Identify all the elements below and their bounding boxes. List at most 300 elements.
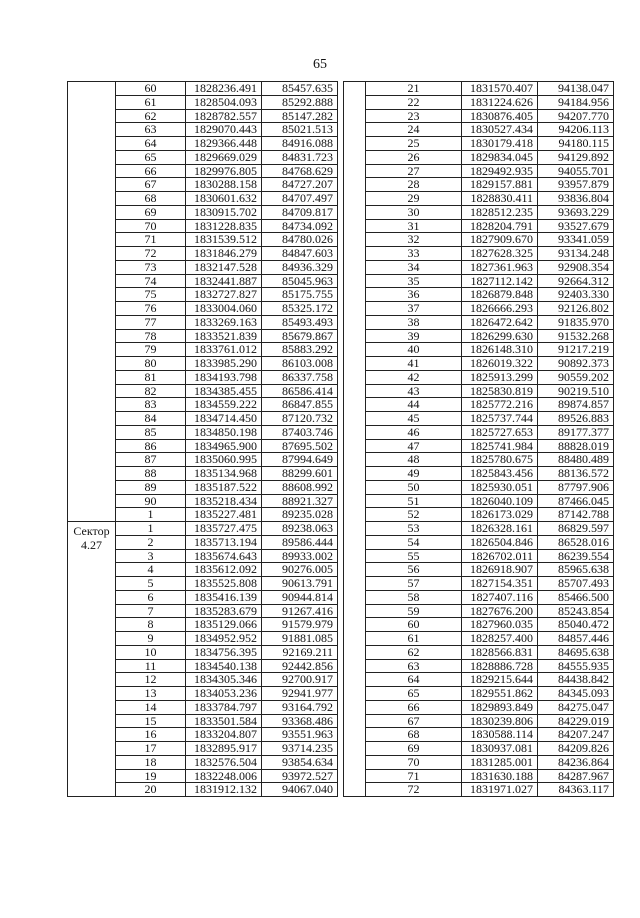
y-coordinate: 93854.634 bbox=[262, 755, 338, 769]
table-row bbox=[344, 439, 614, 453]
y-coordinate: 92941.977 bbox=[262, 687, 338, 701]
table-row bbox=[68, 82, 338, 96]
point-number: 11 bbox=[116, 659, 186, 673]
y-coordinate: 88299.601 bbox=[262, 467, 338, 481]
x-coordinate: 1829551.862 bbox=[462, 687, 538, 701]
point-number: 56 bbox=[366, 563, 462, 577]
point-number: 35 bbox=[366, 274, 462, 288]
y-coordinate: 86528.016 bbox=[538, 535, 614, 549]
point-number: 65 bbox=[366, 687, 462, 701]
x-coordinate: 1825737.744 bbox=[462, 412, 538, 426]
x-coordinate: 1831285.001 bbox=[462, 755, 538, 769]
x-coordinate: 1834559.222 bbox=[186, 398, 262, 412]
point-number: 52 bbox=[366, 508, 462, 522]
x-coordinate: 1834305.346 bbox=[186, 673, 262, 687]
table-row bbox=[344, 467, 614, 481]
y-coordinate: 94206.113 bbox=[538, 123, 614, 137]
point-number: 7 bbox=[116, 604, 186, 618]
table-row bbox=[344, 673, 614, 687]
point-number: 6 bbox=[116, 590, 186, 604]
point-number: 76 bbox=[116, 302, 186, 316]
x-coordinate: 1826019.322 bbox=[462, 357, 538, 371]
point-number: 5 bbox=[116, 577, 186, 591]
x-coordinate: 1831539.512 bbox=[186, 233, 262, 247]
point-number: 24 bbox=[366, 123, 462, 137]
y-coordinate: 94129.892 bbox=[538, 150, 614, 164]
table-row bbox=[344, 192, 614, 206]
x-coordinate: 1834850.198 bbox=[186, 425, 262, 439]
x-coordinate: 1834952.952 bbox=[186, 632, 262, 646]
y-coordinate: 84916.088 bbox=[262, 137, 338, 151]
y-coordinate: 92700.917 bbox=[262, 673, 338, 687]
x-coordinate: 1830915.702 bbox=[186, 205, 262, 219]
table-row bbox=[344, 687, 614, 701]
x-coordinate: 1828512.235 bbox=[462, 205, 538, 219]
y-coordinate: 84709.817 bbox=[262, 205, 338, 219]
point-number: 68 bbox=[366, 728, 462, 742]
y-coordinate: 89238.063 bbox=[262, 522, 338, 536]
y-coordinate: 84275.047 bbox=[538, 700, 614, 714]
x-coordinate: 1825741.984 bbox=[462, 439, 538, 453]
point-number: 73 bbox=[116, 260, 186, 274]
point-number: 84 bbox=[116, 412, 186, 426]
y-coordinate: 85021.513 bbox=[262, 123, 338, 137]
point-number: 69 bbox=[116, 205, 186, 219]
x-coordinate: 1829366.448 bbox=[186, 137, 262, 151]
x-coordinate: 1828257.400 bbox=[462, 632, 538, 646]
x-coordinate: 1826173.029 bbox=[462, 508, 538, 522]
x-coordinate: 1830601.632 bbox=[186, 192, 262, 206]
x-coordinate: 1834540.138 bbox=[186, 659, 262, 673]
y-coordinate: 84831.723 bbox=[262, 150, 338, 164]
x-coordinate: 1825830.819 bbox=[462, 384, 538, 398]
x-coordinate: 1825843.456 bbox=[462, 467, 538, 481]
point-number: 57 bbox=[366, 577, 462, 591]
y-coordinate: 85457.635 bbox=[262, 82, 338, 96]
y-coordinate: 88828.019 bbox=[538, 439, 614, 453]
point-number: 19 bbox=[116, 769, 186, 783]
point-number: 62 bbox=[116, 109, 186, 123]
point-number: 80 bbox=[116, 357, 186, 371]
table-row bbox=[344, 425, 614, 439]
y-coordinate: 91835.970 bbox=[538, 315, 614, 329]
point-number: 49 bbox=[366, 467, 462, 481]
point-number: 63 bbox=[366, 659, 462, 673]
point-number: 63 bbox=[116, 123, 186, 137]
point-number: 41 bbox=[366, 357, 462, 371]
x-coordinate: 1828504.093 bbox=[186, 95, 262, 109]
x-coordinate: 1834965.900 bbox=[186, 439, 262, 453]
table-row bbox=[344, 288, 614, 302]
table-row bbox=[344, 412, 614, 426]
point-number: 74 bbox=[116, 274, 186, 288]
point-number: 2 bbox=[116, 535, 186, 549]
table-row bbox=[344, 315, 614, 329]
y-coordinate: 91881.085 bbox=[262, 632, 338, 646]
y-coordinate: 87120.732 bbox=[262, 412, 338, 426]
table-row bbox=[344, 659, 614, 673]
table-row bbox=[344, 783, 614, 797]
point-number: 31 bbox=[366, 219, 462, 233]
table-row bbox=[344, 755, 614, 769]
y-coordinate: 93957.879 bbox=[538, 178, 614, 192]
y-coordinate: 84768.629 bbox=[262, 164, 338, 178]
table-row bbox=[344, 769, 614, 783]
point-number: 70 bbox=[366, 755, 462, 769]
y-coordinate: 93693.229 bbox=[538, 205, 614, 219]
point-number: 37 bbox=[366, 302, 462, 316]
point-number: 77 bbox=[116, 315, 186, 329]
y-coordinate: 84363.117 bbox=[538, 783, 614, 797]
point-number: 64 bbox=[366, 673, 462, 687]
y-coordinate: 94067.040 bbox=[262, 783, 338, 797]
point-number: 39 bbox=[366, 329, 462, 343]
table-row bbox=[344, 632, 614, 646]
y-coordinate: 84936.329 bbox=[262, 260, 338, 274]
x-coordinate: 1832248.006 bbox=[186, 769, 262, 783]
x-coordinate: 1825913.299 bbox=[462, 370, 538, 384]
y-coordinate: 92908.354 bbox=[538, 260, 614, 274]
table-row bbox=[344, 384, 614, 398]
table-row bbox=[344, 398, 614, 412]
table-row bbox=[344, 329, 614, 343]
x-coordinate: 1834385.455 bbox=[186, 384, 262, 398]
point-number: 3 bbox=[116, 549, 186, 563]
x-coordinate: 1830937.081 bbox=[462, 742, 538, 756]
y-coordinate: 87403.746 bbox=[262, 425, 338, 439]
x-coordinate: 1827676.200 bbox=[462, 604, 538, 618]
y-coordinate: 84438.842 bbox=[538, 673, 614, 687]
x-coordinate: 1827960.035 bbox=[462, 618, 538, 632]
y-coordinate: 84780.026 bbox=[262, 233, 338, 247]
table-row bbox=[344, 150, 614, 164]
point-number: 46 bbox=[366, 425, 462, 439]
y-coordinate: 91217.219 bbox=[538, 343, 614, 357]
sector-label: Сектор 4.27 bbox=[68, 522, 116, 797]
table-row bbox=[68, 522, 338, 536]
point-number: 13 bbox=[116, 687, 186, 701]
point-number: 8 bbox=[116, 618, 186, 632]
table-row bbox=[344, 577, 614, 591]
y-coordinate: 93551.963 bbox=[262, 728, 338, 742]
y-coordinate: 85679.867 bbox=[262, 329, 338, 343]
point-number: 64 bbox=[116, 137, 186, 151]
point-number: 60 bbox=[116, 82, 186, 96]
table-row bbox=[344, 522, 614, 536]
x-coordinate: 1833501.584 bbox=[186, 714, 262, 728]
x-coordinate: 1835674.643 bbox=[186, 549, 262, 563]
table-row bbox=[344, 233, 614, 247]
y-coordinate: 85493.493 bbox=[262, 315, 338, 329]
x-coordinate: 1825772.216 bbox=[462, 398, 538, 412]
x-coordinate: 1832576.504 bbox=[186, 755, 262, 769]
point-number: 15 bbox=[116, 714, 186, 728]
x-coordinate: 1829215.644 bbox=[462, 673, 538, 687]
y-coordinate: 91267.416 bbox=[262, 604, 338, 618]
table-row bbox=[344, 563, 614, 577]
x-coordinate: 1829893.849 bbox=[462, 700, 538, 714]
point-number: 10 bbox=[116, 645, 186, 659]
x-coordinate: 1826879.848 bbox=[462, 288, 538, 302]
x-coordinate: 1829492.935 bbox=[462, 164, 538, 178]
sector-label bbox=[68, 82, 116, 522]
x-coordinate: 1835283.679 bbox=[186, 604, 262, 618]
x-coordinate: 1830527.434 bbox=[462, 123, 538, 137]
x-coordinate: 1829669.029 bbox=[186, 150, 262, 164]
x-coordinate: 1833761.012 bbox=[186, 343, 262, 357]
x-coordinate: 1827628.325 bbox=[462, 247, 538, 261]
x-coordinate: 1835227.481 bbox=[186, 508, 262, 522]
x-coordinate: 1831846.279 bbox=[186, 247, 262, 261]
x-coordinate: 1835525.808 bbox=[186, 577, 262, 591]
point-number: 26 bbox=[366, 150, 462, 164]
point-number: 45 bbox=[366, 412, 462, 426]
point-number: 14 bbox=[116, 700, 186, 714]
point-number: 90 bbox=[116, 494, 186, 508]
point-number: 22 bbox=[366, 95, 462, 109]
point-number: 20 bbox=[116, 783, 186, 797]
y-coordinate: 87695.502 bbox=[262, 439, 338, 453]
x-coordinate: 1830876.405 bbox=[462, 109, 538, 123]
point-number: 62 bbox=[366, 645, 462, 659]
point-number: 33 bbox=[366, 247, 462, 261]
x-coordinate: 1826148.310 bbox=[462, 343, 538, 357]
y-coordinate: 84207.247 bbox=[538, 728, 614, 742]
table-row bbox=[344, 357, 614, 371]
x-coordinate: 1828566.831 bbox=[462, 645, 538, 659]
y-coordinate: 90892.373 bbox=[538, 357, 614, 371]
table-row bbox=[344, 123, 614, 137]
y-coordinate: 86586.414 bbox=[262, 384, 338, 398]
x-coordinate: 1835060.995 bbox=[186, 453, 262, 467]
x-coordinate: 1831971.027 bbox=[462, 783, 538, 797]
x-coordinate: 1833521.839 bbox=[186, 329, 262, 343]
x-coordinate: 1835612.092 bbox=[186, 563, 262, 577]
x-coordinate: 1833269.163 bbox=[186, 315, 262, 329]
table-row bbox=[344, 714, 614, 728]
x-coordinate: 1827361.963 bbox=[462, 260, 538, 274]
x-coordinate: 1831912.132 bbox=[186, 783, 262, 797]
y-coordinate: 91579.979 bbox=[262, 618, 338, 632]
point-number: 68 bbox=[116, 192, 186, 206]
x-coordinate: 1826472.642 bbox=[462, 315, 538, 329]
point-number: 47 bbox=[366, 439, 462, 453]
x-coordinate: 1828886.728 bbox=[462, 659, 538, 673]
point-number: 70 bbox=[116, 219, 186, 233]
y-coordinate: 85292.888 bbox=[262, 95, 338, 109]
y-coordinate: 90613.791 bbox=[262, 577, 338, 591]
x-coordinate: 1835134.968 bbox=[186, 467, 262, 481]
y-coordinate: 91532.268 bbox=[538, 329, 614, 343]
point-number: 29 bbox=[366, 192, 462, 206]
point-number: 67 bbox=[366, 714, 462, 728]
y-coordinate: 92442.856 bbox=[262, 659, 338, 673]
point-number: 72 bbox=[116, 247, 186, 261]
point-number: 12 bbox=[116, 673, 186, 687]
point-number: 36 bbox=[366, 288, 462, 302]
point-number: 72 bbox=[366, 783, 462, 797]
x-coordinate: 1832727.827 bbox=[186, 288, 262, 302]
y-coordinate: 88921.327 bbox=[262, 494, 338, 508]
point-number: 48 bbox=[366, 453, 462, 467]
x-coordinate: 1831570.407 bbox=[462, 82, 538, 96]
x-coordinate: 1825780.675 bbox=[462, 453, 538, 467]
x-coordinate: 1834714.450 bbox=[186, 412, 262, 426]
table-row bbox=[344, 590, 614, 604]
point-number: 4 bbox=[116, 563, 186, 577]
y-coordinate: 88608.992 bbox=[262, 480, 338, 494]
y-coordinate: 93368.486 bbox=[262, 714, 338, 728]
y-coordinate: 84707.497 bbox=[262, 192, 338, 206]
x-coordinate: 1831630.188 bbox=[462, 769, 538, 783]
x-coordinate: 1835187.522 bbox=[186, 480, 262, 494]
point-number: 28 bbox=[366, 178, 462, 192]
table-row bbox=[344, 700, 614, 714]
point-number: 88 bbox=[116, 467, 186, 481]
page-number: 65 bbox=[313, 57, 327, 72]
table-row bbox=[344, 480, 614, 494]
y-coordinate: 93714.235 bbox=[262, 742, 338, 756]
y-coordinate: 89235.028 bbox=[262, 508, 338, 522]
y-coordinate: 86103.008 bbox=[262, 357, 338, 371]
y-coordinate: 86829.597 bbox=[538, 522, 614, 536]
y-coordinate: 92126.802 bbox=[538, 302, 614, 316]
table-row bbox=[344, 260, 614, 274]
y-coordinate: 94180.115 bbox=[538, 137, 614, 151]
x-coordinate: 1825727.653 bbox=[462, 425, 538, 439]
point-number: 65 bbox=[116, 150, 186, 164]
point-number: 42 bbox=[366, 370, 462, 384]
x-coordinate: 1829834.045 bbox=[462, 150, 538, 164]
point-number: 44 bbox=[366, 398, 462, 412]
point-number: 43 bbox=[366, 384, 462, 398]
x-coordinate: 1829976.805 bbox=[186, 164, 262, 178]
y-coordinate: 90276.005 bbox=[262, 563, 338, 577]
point-number: 67 bbox=[116, 178, 186, 192]
point-number: 50 bbox=[366, 480, 462, 494]
y-coordinate: 94207.770 bbox=[538, 109, 614, 123]
point-number: 59 bbox=[366, 604, 462, 618]
y-coordinate: 89874.857 bbox=[538, 398, 614, 412]
x-coordinate: 1830179.418 bbox=[462, 137, 538, 151]
table-row bbox=[344, 742, 614, 756]
point-number: 79 bbox=[116, 343, 186, 357]
y-coordinate: 84734.092 bbox=[262, 219, 338, 233]
point-number: 34 bbox=[366, 260, 462, 274]
point-number: 83 bbox=[116, 398, 186, 412]
y-coordinate: 85965.638 bbox=[538, 563, 614, 577]
x-coordinate: 1826040.109 bbox=[462, 494, 538, 508]
y-coordinate: 90219.510 bbox=[538, 384, 614, 398]
point-number: 30 bbox=[366, 205, 462, 219]
y-coordinate: 93836.804 bbox=[538, 192, 614, 206]
point-number: 85 bbox=[116, 425, 186, 439]
y-coordinate: 84236.864 bbox=[538, 755, 614, 769]
y-coordinate: 89586.444 bbox=[262, 535, 338, 549]
point-number: 58 bbox=[366, 590, 462, 604]
x-coordinate: 1832895.917 bbox=[186, 742, 262, 756]
y-coordinate: 94184.956 bbox=[538, 95, 614, 109]
x-coordinate: 1827112.142 bbox=[462, 274, 538, 288]
y-coordinate: 84209.826 bbox=[538, 742, 614, 756]
table-row bbox=[344, 494, 614, 508]
table-row bbox=[344, 247, 614, 261]
y-coordinate: 93341.059 bbox=[538, 233, 614, 247]
point-number: 54 bbox=[366, 535, 462, 549]
x-coordinate: 1834193.798 bbox=[186, 370, 262, 384]
table-row bbox=[344, 137, 614, 151]
point-number: 87 bbox=[116, 453, 186, 467]
y-coordinate: 93527.679 bbox=[538, 219, 614, 233]
y-coordinate: 85147.282 bbox=[262, 109, 338, 123]
x-coordinate: 1826299.630 bbox=[462, 329, 538, 343]
y-coordinate: 85040.472 bbox=[538, 618, 614, 632]
y-coordinate: 86847.855 bbox=[262, 398, 338, 412]
x-coordinate: 1835713.194 bbox=[186, 535, 262, 549]
y-coordinate: 90944.814 bbox=[262, 590, 338, 604]
point-number: 25 bbox=[366, 137, 462, 151]
x-coordinate: 1827909.670 bbox=[462, 233, 538, 247]
point-number: 71 bbox=[366, 769, 462, 783]
y-coordinate: 87994.649 bbox=[262, 453, 338, 467]
y-coordinate: 89526.883 bbox=[538, 412, 614, 426]
x-coordinate: 1834053.236 bbox=[186, 687, 262, 701]
x-coordinate: 1831224.626 bbox=[462, 95, 538, 109]
x-coordinate: 1832441.887 bbox=[186, 274, 262, 288]
point-number: 38 bbox=[366, 315, 462, 329]
point-number: 71 bbox=[116, 233, 186, 247]
y-coordinate: 84695.638 bbox=[538, 645, 614, 659]
x-coordinate: 1830288.158 bbox=[186, 178, 262, 192]
y-coordinate: 85175.755 bbox=[262, 288, 338, 302]
x-coordinate: 1831228.835 bbox=[186, 219, 262, 233]
point-number: 89 bbox=[116, 480, 186, 494]
y-coordinate: 94138.047 bbox=[538, 82, 614, 96]
x-coordinate: 1828204.791 bbox=[462, 219, 538, 233]
y-coordinate: 90559.202 bbox=[538, 370, 614, 384]
point-number: 23 bbox=[366, 109, 462, 123]
x-coordinate: 1829070.443 bbox=[186, 123, 262, 137]
y-coordinate: 87466.045 bbox=[538, 494, 614, 508]
table-row bbox=[344, 274, 614, 288]
y-coordinate: 87797.906 bbox=[538, 480, 614, 494]
point-number: 9 bbox=[116, 632, 186, 646]
x-coordinate: 1830588.114 bbox=[462, 728, 538, 742]
y-coordinate: 85883.292 bbox=[262, 343, 338, 357]
table-row bbox=[344, 370, 614, 384]
y-coordinate: 84229.019 bbox=[538, 714, 614, 728]
y-coordinate: 89177.377 bbox=[538, 425, 614, 439]
point-number: 61 bbox=[366, 632, 462, 646]
point-number: 1 bbox=[116, 522, 186, 536]
y-coordinate: 84287.967 bbox=[538, 769, 614, 783]
left-coordinates-table bbox=[67, 81, 338, 797]
table-row bbox=[344, 205, 614, 219]
table-row bbox=[344, 535, 614, 549]
table-row bbox=[344, 645, 614, 659]
y-coordinate: 87142.788 bbox=[538, 508, 614, 522]
y-coordinate: 85466.500 bbox=[538, 590, 614, 604]
table-row bbox=[344, 178, 614, 192]
point-number: 86 bbox=[116, 439, 186, 453]
point-number: 61 bbox=[116, 95, 186, 109]
x-coordinate: 1833985.290 bbox=[186, 357, 262, 371]
table-row bbox=[344, 604, 614, 618]
x-coordinate: 1829157.881 bbox=[462, 178, 538, 192]
point-number: 69 bbox=[366, 742, 462, 756]
x-coordinate: 1826702.011 bbox=[462, 549, 538, 563]
point-number: 81 bbox=[116, 370, 186, 384]
